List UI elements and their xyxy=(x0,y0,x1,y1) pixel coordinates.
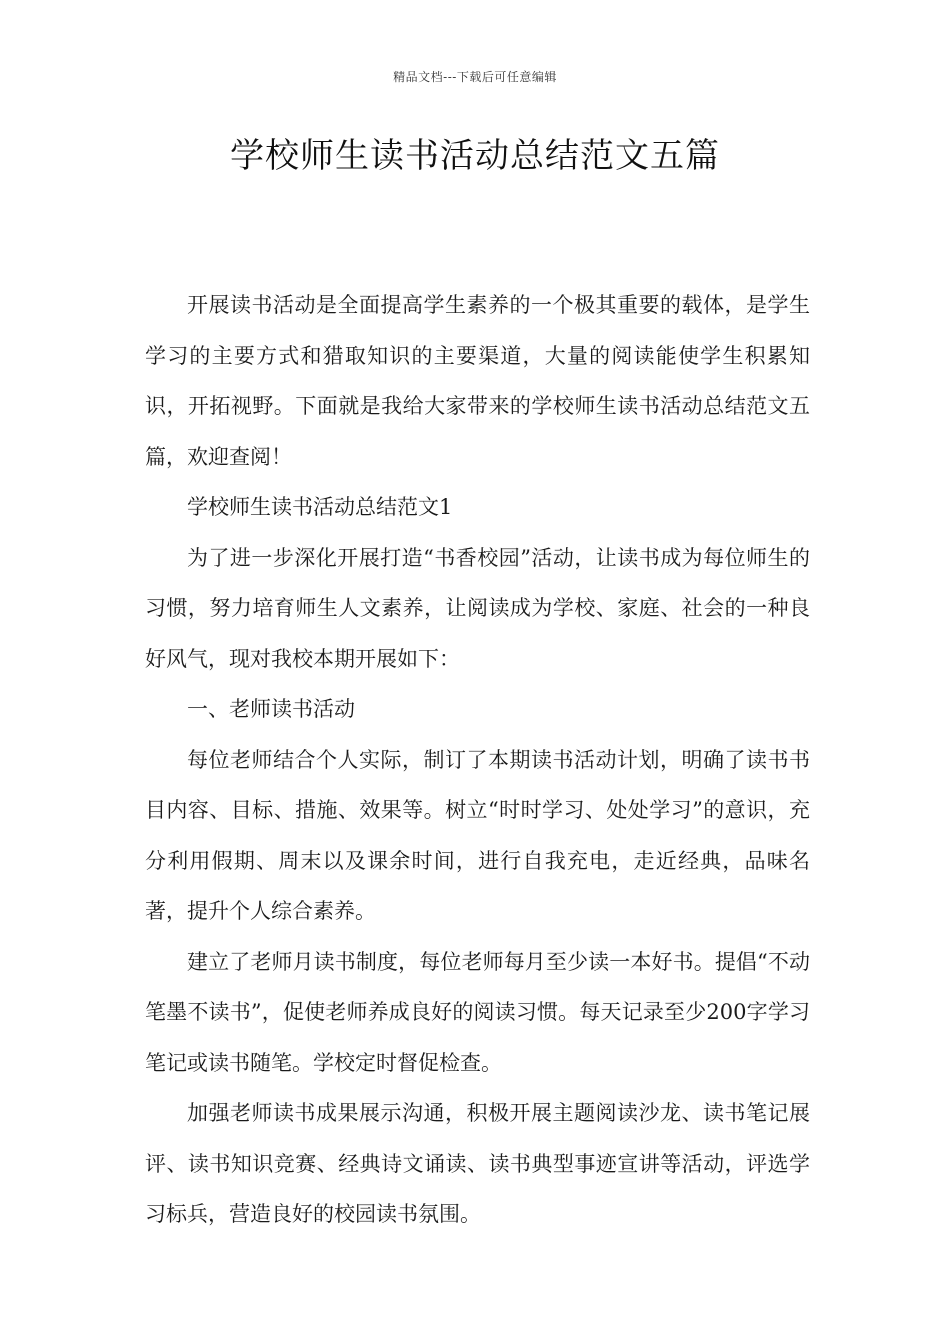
document-body xyxy=(145,280,810,1240)
body-paragraph: 为了进一步深化开展打造“书香校园”活动，让读书成为每位师生的习惯，努力培育师生人文素养，让阅读成为学校、家庭、社会的一种良好风气，现对我校本期开展如下： xyxy=(145,545,810,671)
body-paragraph: 建立了老师月读书制度，每位老师每月至少读一本好书。提倡“不动笔墨不读书”，促使老师养成良好的阅读习惯。每天记录至少200字学习笔记或读书随笔。学校定时督促检查。 xyxy=(145,949,810,1075)
section-title-1: 学校师生读书活动总结范文1 xyxy=(187,495,453,519)
body-paragraph: 每位老师结合个人实际，制订了本期读书活动计划，明确了读书书目内容、目标、措施、效果等。树立“时时学习、处处学习”的意识，充分利用假期、周末以及课余时间，进行自我充电，走近经典，品味名著，提升个人综合素养。 xyxy=(145,747,810,923)
header-note: 精品文档---下载后可任意编辑 xyxy=(393,70,557,84)
document-title: 学校师生读书活动总结范文五篇 xyxy=(230,136,720,176)
body-paragraph: 加强老师读书成果展示沟通，积极开展主题阅读沙龙、读书笔记展评、读书知识竞赛、经典诗文诵读、读书典型事迹宣讲等活动，评选学习标兵，营造良好的校园读书氛围。 xyxy=(145,1101,810,1226)
intro-paragraph: 开展读书活动是全面提高学生素养的一个极其重要的载体，是学生学习的主要方式和猎取知识的主要渠道，大量的阅读能使学生积累知识，开拓视野。下面就是我给大家带来的学校师生读书活动总结范文五篇，欢迎查阅！ xyxy=(145,293,810,469)
subheading-teacher-reading: 一、老师读书活动 xyxy=(187,697,355,721)
